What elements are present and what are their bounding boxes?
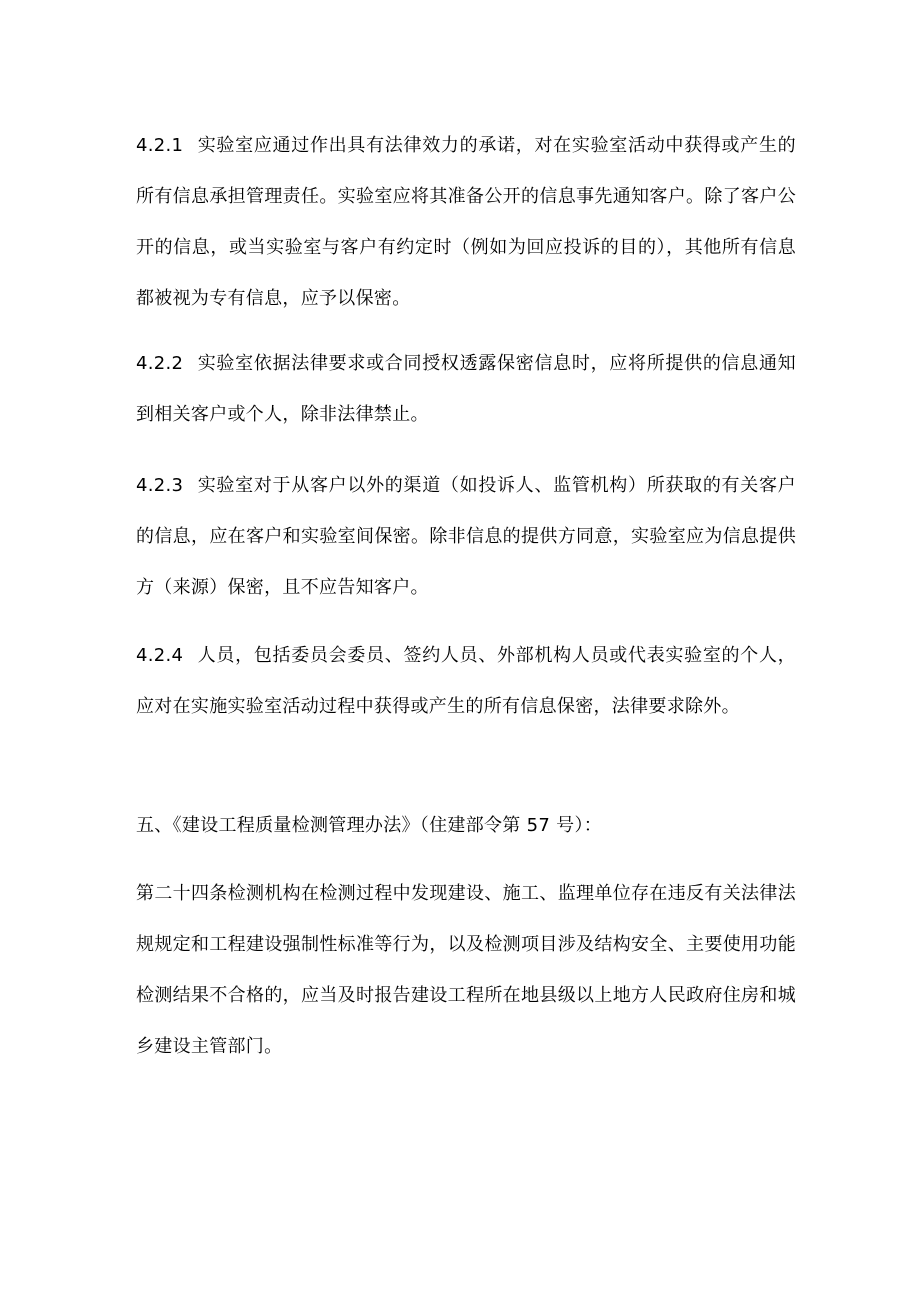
- article-text: 第二十四条检测机构在检测过程中发现建设、施工、监理单位存在违反有关法律法规规定和工程建设强制性标准等行为，以及检测项目涉及结构安全、主要使用功能检测结果不合格的，应当及时报告建设工程所在地县级以上地方人民政府住房和城乡建设主管部门。: [136, 883, 796, 1057]
- clause-text: 实验室依据法律要求或合同授权透露保密信息时，应将所提供的信息通知到相关客户或个人，除非法律禁止。: [136, 353, 796, 425]
- clause-4-2-1: [136, 120, 796, 324]
- clause-4-2-2: [136, 338, 796, 440]
- clause-text: 人员，包括委员会委员、签约人员、外部机构人员或代表实验室的个人，应对在实施实验室活动过程中获得或产生的所有信息保密，法律要求除外。: [136, 645, 796, 717]
- clause-number: 4.2.4: [136, 645, 184, 666]
- clause-text: 实验室应通过作出具有法律效力的承诺，对在实验室活动中获得或产生的所有信息承担管理责任。实验室应将其准备公开的信息事先通知客户。除了客户公开的信息，或当实验室与客户有约定时（例如为回应投诉的目的），其他所有信息都被视为专有信息，应予以保密。: [136, 135, 796, 309]
- clause-4-2-4: [136, 630, 796, 732]
- clause-text: 实验室对于从客户以外的渠道（如投诉人、监管机构）所获取的有关客户的信息，应在客户和实验室间保密。除非信息的提供方同意，实验室应为信息提供方（来源）保密，且不应告知客户。: [136, 475, 796, 598]
- section-heading: [136, 800, 796, 851]
- section-heading-text: 五、《建设工程质量检测管理办法》（住建部令第 57 号）：: [136, 815, 603, 836]
- clause-4-2-3: [136, 460, 796, 613]
- clause-number: 4.2.1: [136, 135, 184, 156]
- clause-number: 4.2.3: [136, 475, 184, 496]
- article-24: [136, 868, 796, 1072]
- clause-number: 4.2.2: [136, 353, 184, 374]
